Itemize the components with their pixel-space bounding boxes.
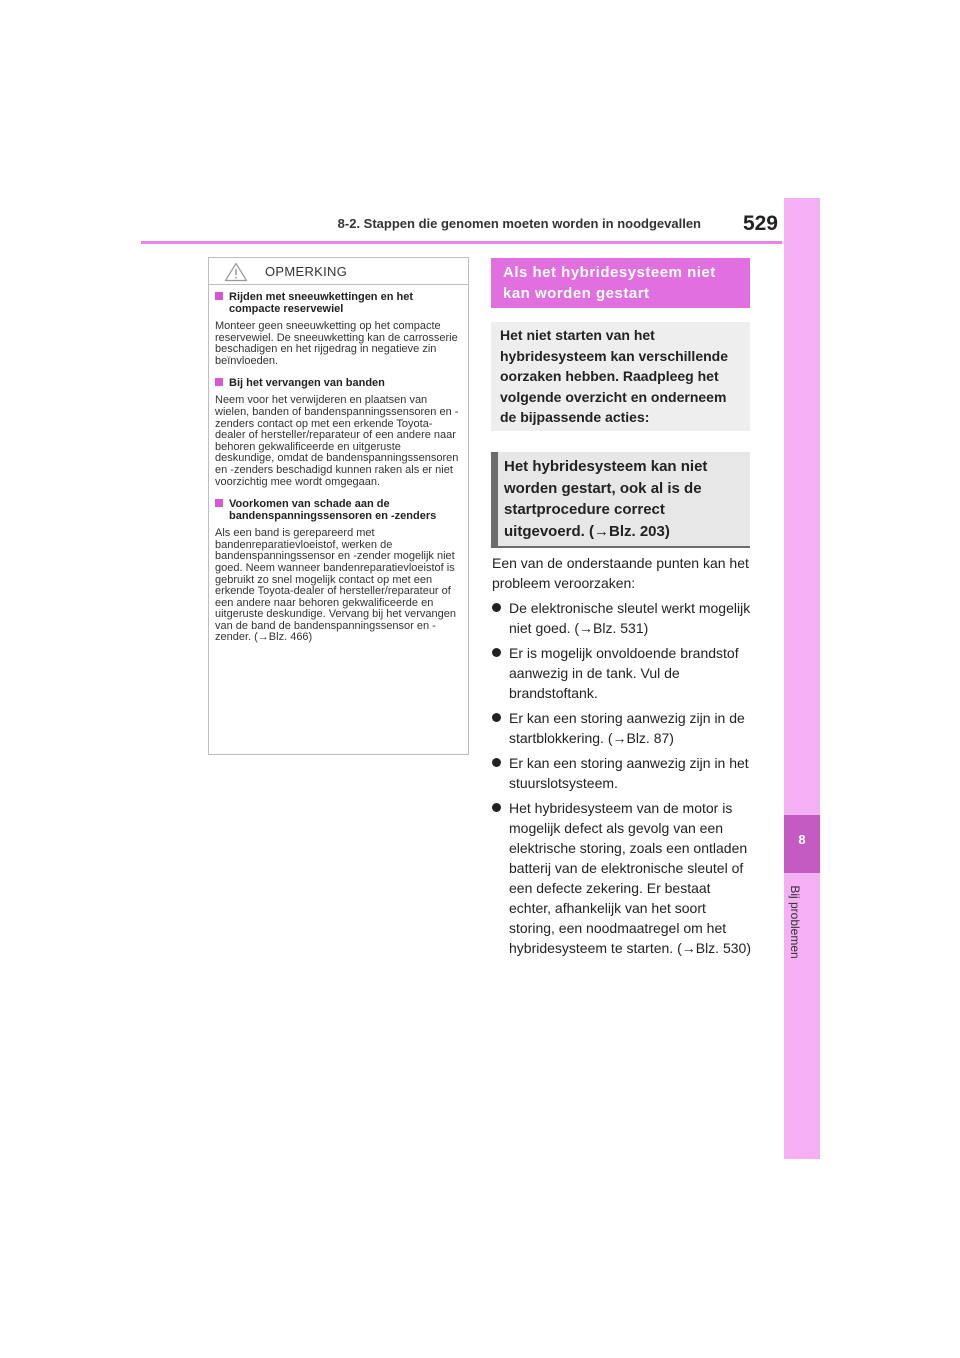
notice-heading bbox=[215, 291, 463, 315]
list-item-text: Het hybridesysteem van de motor is mogelijk defect als gevolg van een elektrische storing, zoals een ontladen batterij van de elektronische sleutel of een defecte zekering. Er bestaat echter, afhankelijk van het soort storing, een noodmaatregel om het hybridesysteem te starten. (→Blz. 530) bbox=[509, 800, 751, 956]
notice-title: OPMERKING bbox=[265, 264, 348, 279]
list-item bbox=[492, 753, 754, 793]
section-title: Als het hybridesysteem niet kan worden gestart bbox=[503, 264, 716, 302]
subsection-box bbox=[491, 452, 750, 548]
notice-heading-text: Rijden met sneeuwkettingen en het compacte reservewiel bbox=[229, 291, 413, 315]
warning-triangle-icon bbox=[224, 262, 248, 282]
notice-text: Neem voor het verwijderen en plaatsen van wielen, banden of bandenspanningssensoren en -zenders contact op met een erkende Toyota-dealer of hersteller/reparateur of een andere naar behoren gekwalificeerde en uitgeruste deskundige, omdat de bandenspanningssensoren en -zenders beschadigd kunnen raken als er niet voorzichtig mee wordt omgegaan. bbox=[215, 394, 459, 488]
list-item-text: Er is mogelijk onvoldoende brandstof aanwezig in de tank. Vul de brandstoftank. bbox=[509, 645, 739, 701]
page-number: 529 bbox=[742, 212, 778, 235]
header-divider bbox=[141, 241, 782, 244]
notice-body bbox=[215, 291, 463, 654]
notice-header bbox=[209, 258, 468, 285]
bullet-icon bbox=[492, 803, 501, 812]
running-header: 8-2. Stappen die genomen moeten worden in noodgevallen bbox=[337, 216, 701, 231]
notice-heading bbox=[215, 498, 463, 522]
list-item bbox=[492, 643, 754, 703]
bullet-icon bbox=[492, 648, 501, 657]
notice-text: Monteer geen sneeuwketting op het compacte reservewiel. De sneeuwketting kan de carrosserie beschadigen en het rijgedrag in negatieve zin beïnvloeden. bbox=[215, 320, 458, 367]
notice-section bbox=[215, 377, 463, 488]
intro-box bbox=[491, 322, 750, 431]
notice-heading bbox=[215, 377, 463, 389]
heading-square-icon bbox=[215, 499, 223, 507]
intro-text: Het niet starten van het hybridesysteem kan verschillende oorzaken hebben. Raadpleeg het volgende overzicht en onderneem de bijpassende acties: bbox=[500, 327, 728, 425]
chapter-number: 8 bbox=[798, 832, 806, 847]
list-item-text: Er kan een storing aanwezig zijn in de startblokkering. (→Blz. 87) bbox=[509, 710, 745, 746]
heading-square-icon bbox=[215, 292, 223, 300]
notice-text: Als een band is gerepareerd met bandenreparatievloeistof, werken de bandenspanningssensor en -zender mogelijk niet goed. Neem wanneer bandenreparatievloeistof is gebruikt zo snel mogelijk contact op met een erkende Toyota-dealer of hersteller/reparateur of een andere naar behoren gekwalificeerde en uitgeruste deskundige. Vervang bij het vervangen van de band de bandenspanningssensor en -zender. (→Blz. 466) bbox=[215, 527, 456, 644]
bullet-icon bbox=[492, 603, 501, 612]
section-banner bbox=[491, 258, 750, 308]
notice-section bbox=[215, 498, 463, 644]
list-item bbox=[492, 798, 754, 958]
notice-box bbox=[208, 257, 469, 755]
bullet-icon bbox=[492, 713, 501, 722]
subsection-title: Het hybridesysteem kan niet worden gestart, ook al is de startprocedure correct uitgevoerd. (→Blz. 203) bbox=[504, 458, 708, 540]
side-tab-strip bbox=[784, 198, 820, 1159]
cause-list bbox=[492, 598, 754, 958]
chapter-label: Bij problemen bbox=[788, 885, 802, 959]
notice-heading-text: Voorkomen van schade aan de bandenspanningssensoren en -zenders bbox=[229, 498, 437, 523]
notice-heading-text: Bij het vervangen van banden bbox=[229, 377, 385, 390]
heading-square-icon bbox=[215, 378, 223, 386]
list-item-text: Er kan een storing aanwezig zijn in het stuurslotsysteem. bbox=[509, 755, 749, 791]
bullet-icon bbox=[492, 758, 501, 767]
list-item-text: De elektronische sleutel werkt mogelijk niet goed. (→Blz. 531) bbox=[509, 600, 751, 636]
list-item bbox=[492, 598, 754, 638]
notice-section bbox=[215, 291, 463, 367]
lead-paragraph: Een van de onderstaande punten kan het probleem veroorzaken: bbox=[492, 555, 749, 591]
list-item bbox=[492, 708, 754, 748]
main-content bbox=[492, 553, 754, 963]
